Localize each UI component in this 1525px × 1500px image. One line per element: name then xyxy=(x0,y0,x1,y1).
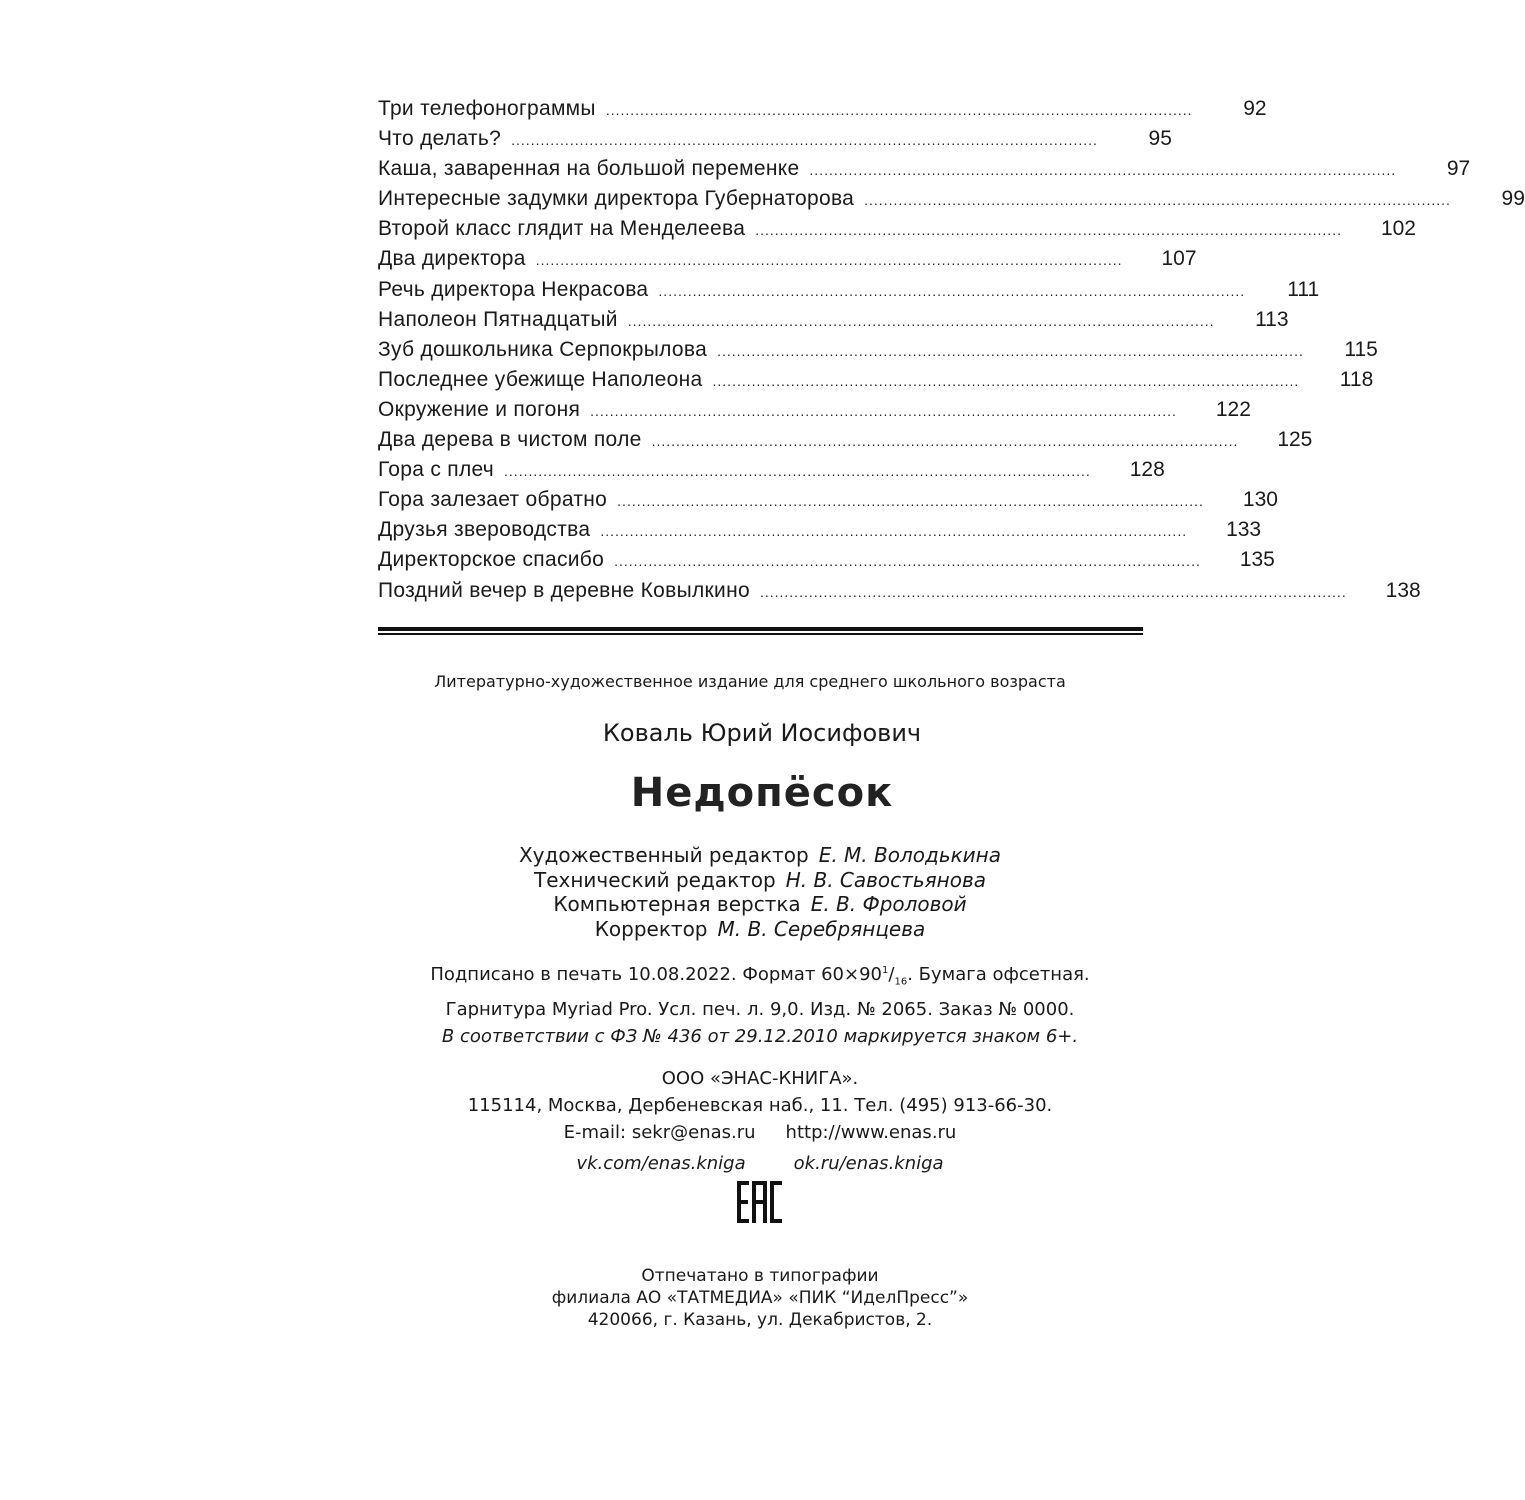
toc-entry-page: 128 xyxy=(1129,458,1165,482)
toc-entry xyxy=(378,184,1525,214)
credit-person: Е. М. Володькина xyxy=(818,843,1002,867)
toc-leader-dots: ........................................................................................................................ xyxy=(864,192,1451,209)
divider-thin xyxy=(378,633,1143,635)
print-details xyxy=(10,957,1510,1050)
credit-line xyxy=(10,917,1510,942)
toc-entry-page: 115 xyxy=(1344,337,1378,361)
toc-entry-title: Зуб дошкольника Серпокрылова xyxy=(378,337,708,361)
eac-certification-mark xyxy=(737,1181,783,1228)
toc-entry-page: 122 xyxy=(1215,397,1251,421)
toc-entry-title: Последнее убежище Наполеона xyxy=(378,367,703,391)
toc-entry-page: 92 xyxy=(1243,97,1267,120)
toc-entry xyxy=(378,124,1172,154)
toc-entry-title: Директорское спасибо xyxy=(378,548,605,572)
toc-leader-dots: ........................................................................................................................ xyxy=(717,342,1304,359)
toc-entry-title: Речь директора Некрасова xyxy=(378,277,649,301)
book-title: Недопёсок xyxy=(630,770,894,816)
toc-entry xyxy=(378,576,1421,606)
credit-role: Корректор xyxy=(594,916,708,941)
toc-leader-dots: ........................................................................................................................ xyxy=(759,583,1347,600)
toc-leader-dots: ........................................................................................................................ xyxy=(535,252,1123,269)
toc-entry xyxy=(378,395,1251,425)
toc-entry-title: Каша, заваренная на большой переменке xyxy=(378,157,800,181)
toc-entry-page: 118 xyxy=(1339,367,1374,391)
format-fraction-numerator: 1 xyxy=(882,965,889,976)
credit-line xyxy=(10,843,1510,868)
credit-role: Художественный редактор xyxy=(518,843,809,867)
toc-entry-page: 130 xyxy=(1242,488,1278,512)
toc-entry-title: Поздний вечер в деревне Ковылкино xyxy=(378,578,750,602)
credit-line xyxy=(10,868,1510,893)
age-rating-line: В соответствии с ФЗ № 436 от 29.12.2010 маркируется знаком 6+. xyxy=(441,1025,1079,1047)
imprint-genre: Литературно-художественное издание для среднего школьного возраста xyxy=(434,672,1066,691)
format-fraction-denominator: 16 xyxy=(894,976,908,988)
table-of-contents xyxy=(378,94,1525,606)
toc-entry-title: Что делать? xyxy=(378,127,502,151)
toc-entry-page: 133 xyxy=(1226,518,1262,542)
ok-link[interactable]: ok.ru/enas.kniga xyxy=(793,1153,944,1174)
divider-thick xyxy=(378,627,1143,631)
toc-entry-title: Гора залезает обратно xyxy=(378,488,608,512)
toc-entry-title: Два дерева в чистом поле xyxy=(378,428,642,452)
toc-entry-page: 95 xyxy=(1148,127,1172,151)
toc-entry xyxy=(378,335,1378,365)
typeface-line: Гарнитура Myriad Pro. Усл. печ. л. 9,0. Изд. № 2065. Заказ № 0000. xyxy=(445,998,1075,1020)
credit-person: М. В. Серебрянцева xyxy=(717,916,926,941)
toc-leader-dots: ........................................................................................................................ xyxy=(605,102,1193,118)
toc-entry xyxy=(378,425,1313,455)
publisher-name: ООО «ЭНАС-КНИГА». xyxy=(661,1068,859,1089)
printer-block xyxy=(10,1265,1510,1331)
print-format-line xyxy=(10,957,1510,996)
credit-role: Технический редактор xyxy=(534,867,776,892)
toc-leader-dots: ........................................................................................................................ xyxy=(627,312,1215,329)
toc-entry-page: 107 xyxy=(1161,247,1197,271)
credit-person: Е. В. Фроловой xyxy=(810,892,967,916)
toc-entry xyxy=(378,365,1374,395)
toc-entry-title: Друзья звероводства xyxy=(378,518,591,542)
toc-entry-title: Три телефонограммы xyxy=(378,97,596,120)
toc-entry-title: Второй класс глядит на Менделеева xyxy=(378,217,746,241)
toc-leader-dots: ........................................................................................................................ xyxy=(755,222,1342,239)
credits-block xyxy=(10,843,1510,941)
publisher-block xyxy=(10,1065,1510,1177)
toc-entry-page: 99 xyxy=(1501,187,1525,211)
vk-link[interactable]: vk.com/enas.kniga xyxy=(576,1153,746,1174)
toc-leader-dots: ........................................................................................................................ xyxy=(511,132,1098,149)
toc-entry-page: 138 xyxy=(1385,578,1421,602)
publisher-email[interactable]: E-mail: sekr@enas.ru xyxy=(563,1122,756,1143)
toc-leader-dots: ........................................................................................................................ xyxy=(614,553,1201,570)
toc-entry-page: 102 xyxy=(1380,217,1416,241)
credit-role: Компьютерная верстка xyxy=(553,892,801,916)
toc-entry xyxy=(378,154,1471,184)
toc-leader-dots: ........................................................................................................................ xyxy=(590,402,1177,419)
format-fraction-slash: / xyxy=(888,964,895,985)
printer-line: Отпечатано в типографии xyxy=(641,1266,879,1286)
imprint-author: Коваль Юрий Иосифович xyxy=(602,719,922,747)
toc-entry xyxy=(378,94,1267,124)
toc-entry-title: Наполеон Пятнадцатый xyxy=(378,307,618,331)
toc-entry-title: Два директора xyxy=(378,247,526,271)
toc-entry-page: 113 xyxy=(1255,307,1289,331)
toc-leader-dots: ........................................................................................................................ xyxy=(617,493,1204,510)
printer-address: 420066, г. Казань, ул. Декабристов, 2. xyxy=(587,1310,933,1330)
toc-entry xyxy=(378,275,1320,305)
toc-entry-page: 135 xyxy=(1239,548,1275,572)
toc-entry xyxy=(378,305,1289,335)
paper-type-text: . Бумага офсетная. xyxy=(907,964,1090,985)
toc-entry xyxy=(378,455,1165,485)
toc-entry-page: 125 xyxy=(1277,428,1313,452)
toc-entry-title: Гора с плеч xyxy=(378,458,495,482)
toc-leader-dots: ........................................................................................................................ xyxy=(658,282,1246,299)
publisher-contacts xyxy=(10,1119,1510,1146)
printer-name: филиала АО «ТАТМЕДИА» «ПИК “ИделПресс”» xyxy=(551,1288,969,1308)
toc-leader-dots: ........................................................................................................................ xyxy=(504,463,1091,480)
toc-entry xyxy=(378,485,1278,515)
credit-line xyxy=(10,892,1510,917)
eac-icon xyxy=(737,1181,783,1223)
toc-entry-page: 111 xyxy=(1287,277,1320,301)
publisher-address: 115114, Москва, Дербеневская наб., 11. Тел. (495) 913-66-30. xyxy=(467,1095,1053,1116)
toc-entry xyxy=(378,214,1416,244)
toc-leader-dots: ........................................................................................................................ xyxy=(600,523,1188,540)
toc-leader-dots: ........................................................................................................................ xyxy=(809,162,1397,179)
toc-entry-title: Интересные задумки директора Губернаторова xyxy=(378,187,855,211)
toc-entry xyxy=(378,545,1275,575)
print-format-text: Подписано в печать 10.08.2022. Формат 60×90 xyxy=(430,964,882,985)
credit-person: Н. В. Савостьянова xyxy=(785,867,986,892)
publisher-social xyxy=(10,1150,1510,1177)
toc-leader-dots: ........................................................................................................................ xyxy=(651,433,1239,450)
publisher-website[interactable]: http://www.enas.ru xyxy=(785,1122,957,1143)
toc-entry xyxy=(378,244,1197,274)
toc-entry-page: 97 xyxy=(1446,157,1471,181)
toc-leader-dots: ........................................................................................................................ xyxy=(712,372,1300,389)
toc-entry xyxy=(378,515,1262,545)
toc-entry-title: Окружение и погоня xyxy=(378,397,581,421)
